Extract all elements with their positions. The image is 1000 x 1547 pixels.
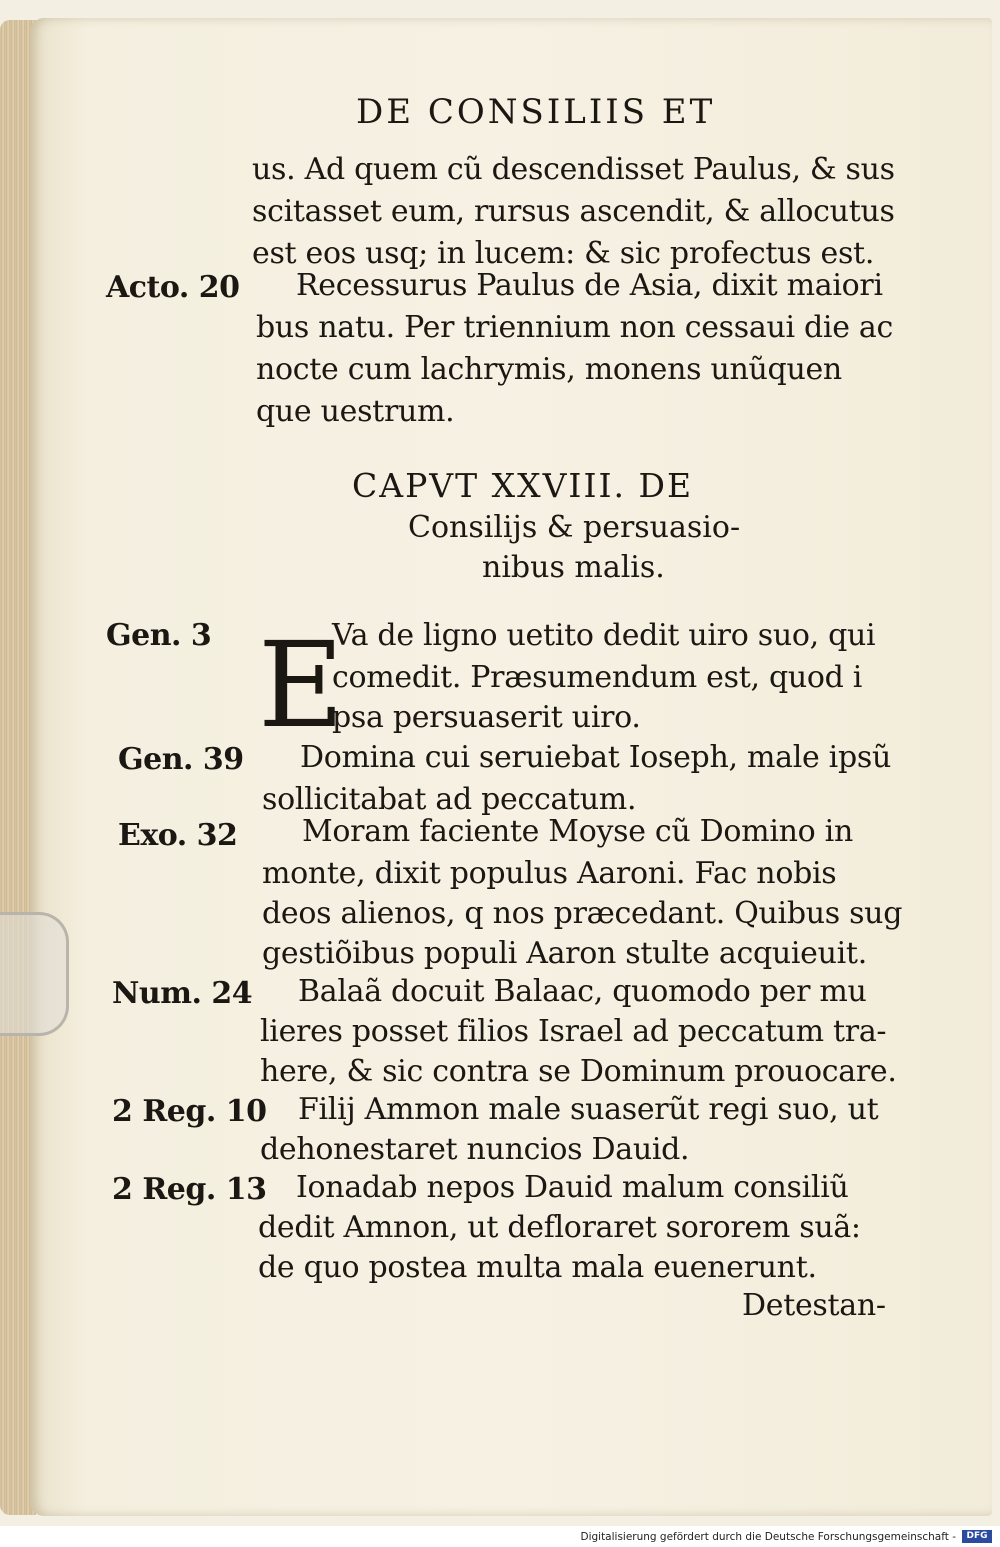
text-line: de quo postea multa mala euenerunt. [258,1250,817,1285]
marginal-reference: 2 Reg. 13 [112,1172,267,1207]
text-line: us. Ad quem cũ descendisset Paulus, & sus [252,152,895,187]
text-line: psa persuaserit uiro. [332,700,641,735]
text-line: sollicitabat ad peccatum. [262,782,637,817]
marginal-reference: Num. 24 [112,976,253,1011]
text-line: Recessurus Paulus de Asia, dixit maiori [296,268,883,303]
dfg-logo: DFG [962,1530,992,1543]
text-line: deos alienos, q nos præcedant. Quibus sug [262,896,903,931]
text-line: Va de ligno uetito dedit uiro suo, qui [332,618,876,653]
text-line: here, & sic contra se Dominum prouocare. [260,1054,897,1089]
text-line: Domina cui seruiebat Ioseph, male ipsũ [300,740,891,775]
text-line: comedit. Præsumendum est, quod i [332,660,863,695]
text-line: que uestrum. [256,394,455,429]
text-line: Moram faciente Moyse cũ Domino in [302,814,853,849]
marginal-reference: Gen. 3 [106,618,212,653]
chapter-subtitle: Consilijs & persuasio- [408,510,741,545]
marginal-reference: 2 Reg. 10 [112,1094,267,1129]
text-line: gestiõibus populi Aaron stulte acquieuit. [262,936,867,971]
text-line: Balaã docuit Balaac, quomodo per mu [298,974,867,1009]
marginal-reference: Acto. 20 [106,270,240,305]
marginal-reference: Gen. 39 [118,742,244,777]
text-line: est eos usq; in lucem: & sic profectus est. [252,236,875,271]
digitization-credit: Digitalisierung gefördert durch die Deutsche Forschungsgemeinschaft - [580,1531,956,1543]
text-line: bus natu. Per triennium non cessaui die ac [256,310,893,345]
running-head: DE CONSILIIS ET [356,92,716,132]
text-line: dedit Amnon, ut defloraret sororem suã: [258,1210,861,1245]
catchword: Detestan- [742,1288,886,1323]
text-line: Filij Ammon male suaserũt regi suo, ut [298,1092,879,1127]
page-clip [0,912,69,1036]
text-line: nocte cum lachrymis, monens unũquen [256,352,842,387]
chapter-title: CAPVT XXVIII. DE [352,466,694,505]
chapter-subtitle: nibus malis. [482,550,665,585]
text-line: lieres posset filios Israel ad peccatum tra- [260,1014,887,1049]
text-line: monte, dixit populus Aaroni. Fac nobis [262,856,837,891]
drop-initial: E [258,616,345,754]
text-line: dehonestaret nuncios Dauid. [260,1132,690,1167]
text-line: Ionadab nepos Dauid malum consiliũ [296,1170,849,1205]
text-line: scitasset eum, rursus ascendit, & allocutus [252,194,895,229]
marginal-reference: Exo. 32 [118,818,238,853]
